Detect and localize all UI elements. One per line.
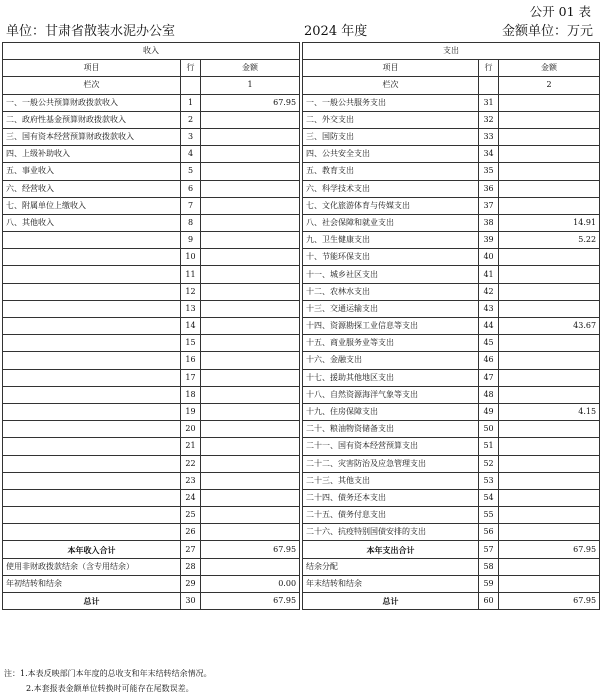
- income-line: 25: [181, 507, 201, 524]
- income-item: 三、国有资本经营预算财政拨款收入: [3, 128, 181, 145]
- income-amount: [201, 335, 300, 352]
- table-row: [3, 214, 600, 231]
- table-row: [3, 266, 600, 283]
- income-line: 13: [181, 300, 201, 317]
- expense-line: 37: [479, 197, 499, 214]
- expense-amount: [499, 163, 600, 180]
- income-item: [3, 335, 181, 352]
- income-line: 23: [181, 472, 201, 489]
- income-line: 28: [181, 558, 201, 575]
- expense-amount: [499, 266, 600, 283]
- expense-line: 41: [479, 266, 499, 283]
- expense-amount: [499, 128, 600, 145]
- expense-item: 九、卫生健康支出: [303, 232, 479, 249]
- expense-item: 一、一般公共服务支出: [303, 94, 479, 111]
- income-line: 15: [181, 335, 201, 352]
- table-row: [3, 318, 600, 335]
- expense-item: 十八、自然资源海洋气象等支出: [303, 386, 479, 403]
- income-col-index-blank: [181, 77, 201, 94]
- expense-amount: [499, 146, 600, 163]
- income-amount: [201, 438, 300, 455]
- income-amount: [201, 300, 300, 317]
- income-amount: [201, 266, 300, 283]
- income-amount: [201, 352, 300, 369]
- expense-amount: [499, 575, 600, 592]
- income-amount: [201, 369, 300, 386]
- expense-line: 44: [479, 318, 499, 335]
- table-row: [3, 163, 600, 180]
- expense-line: 52: [479, 455, 499, 472]
- expense-line: 54: [479, 489, 499, 506]
- expense-item: 七、文化旅游体育与传媒支出: [303, 197, 479, 214]
- expense-amount: [499, 352, 600, 369]
- expense-line: 56: [479, 524, 499, 541]
- income-amount: [201, 421, 300, 438]
- income-item: [3, 266, 181, 283]
- table-row: [3, 335, 600, 352]
- income-amount: [201, 489, 300, 506]
- income-amount: [201, 214, 300, 231]
- expense-amount-header: 金额: [499, 60, 600, 77]
- income-amount: [201, 197, 300, 214]
- income-line: 30: [181, 593, 201, 610]
- footnote-2: 2.本套报表金额单位转换时可能存在尾数误差。: [26, 684, 194, 693]
- income-line: 19: [181, 403, 201, 420]
- expense-line: 42: [479, 283, 499, 300]
- income-item: 本年收入合计: [3, 541, 181, 558]
- expense-item: 结余分配: [303, 558, 479, 575]
- expense-item: 十七、援助其他地区支出: [303, 369, 479, 386]
- expense-amount: 67.95: [499, 541, 600, 558]
- income-amount: [201, 455, 300, 472]
- expense-line: 57: [479, 541, 499, 558]
- expense-item: 二十一、国有资本经营预算支出: [303, 438, 479, 455]
- expense-item: 六、科学技术支出: [303, 180, 479, 197]
- expense-amount: [499, 335, 600, 352]
- income-item: [3, 352, 181, 369]
- income-item: [3, 300, 181, 317]
- income-amount-header: 金额: [201, 60, 300, 77]
- income-item-header: 项目: [3, 60, 181, 77]
- expense-line: 51: [479, 438, 499, 455]
- expense-line: 46: [479, 352, 499, 369]
- income-amount: 67.95: [201, 593, 300, 610]
- expense-item-header: 项目: [303, 60, 479, 77]
- income-line: 14: [181, 318, 201, 335]
- income-item: [3, 472, 181, 489]
- table-row: [3, 575, 600, 592]
- table-row: [3, 472, 600, 489]
- income-amount: [201, 146, 300, 163]
- income-amount: 67.95: [201, 94, 300, 111]
- expense-amount: 14.91: [499, 214, 600, 231]
- expense-row-header: 行: [479, 60, 499, 77]
- income-item: [3, 507, 181, 524]
- expense-amount: 43.67: [499, 318, 600, 335]
- income-amount: [201, 318, 300, 335]
- expense-amount: [499, 111, 600, 128]
- expense-line: 50: [479, 421, 499, 438]
- expense-amount: [499, 249, 600, 266]
- footnote-1: 注：1.本表反映部门本年度的总收支和年末结转结余情况。: [4, 669, 212, 678]
- income-line: 26: [181, 524, 201, 541]
- income-line: 22: [181, 455, 201, 472]
- income-amount: 0.00: [201, 575, 300, 592]
- income-amount: [201, 249, 300, 266]
- expense-item: 二十二、灾害防治及应急管理支出: [303, 455, 479, 472]
- income-line: 20: [181, 421, 201, 438]
- expense-line: 31: [479, 94, 499, 111]
- income-amount: [201, 507, 300, 524]
- income-line: 11: [181, 266, 201, 283]
- income-amount: [201, 403, 300, 420]
- expense-item: 三、国防支出: [303, 128, 479, 145]
- income-item: [3, 386, 181, 403]
- expense-item: 八、社会保障和就业支出: [303, 214, 479, 231]
- income-item: [3, 489, 181, 506]
- income-item: [3, 438, 181, 455]
- expense-line: 43: [479, 300, 499, 317]
- expense-col-index-blank: [479, 77, 499, 94]
- income-line: 9: [181, 232, 201, 249]
- expense-item: 年末结转和结余: [303, 575, 479, 592]
- reporting-unit: 单位：甘肃省散装水泥办公室: [6, 24, 176, 39]
- table-row: [3, 369, 600, 386]
- expense-amount: 4.15: [499, 403, 600, 420]
- expense-amount: [499, 421, 600, 438]
- income-section-header: 收入: [3, 43, 300, 60]
- income-line: 1: [181, 94, 201, 111]
- expense-col-index-label: 栏次: [303, 77, 479, 94]
- income-line: 10: [181, 249, 201, 266]
- table-row: [3, 300, 600, 317]
- expense-line: 32: [479, 111, 499, 128]
- income-line: 17: [181, 369, 201, 386]
- expense-amount: [499, 455, 600, 472]
- income-amount: [201, 558, 300, 575]
- income-line: 12: [181, 283, 201, 300]
- expense-amount: [499, 283, 600, 300]
- income-col-index-label: 栏次: [3, 77, 181, 94]
- table-row: [3, 197, 600, 214]
- expense-amount: [499, 472, 600, 489]
- table-row: [3, 111, 600, 128]
- income-expense-table: [2, 42, 600, 610]
- income-line: 27: [181, 541, 201, 558]
- income-item: [3, 455, 181, 472]
- income-line: 8: [181, 214, 201, 231]
- expense-amount: [499, 558, 600, 575]
- form-code: 公开 01 表: [529, 4, 591, 19]
- income-amount: [201, 283, 300, 300]
- table-row: [3, 524, 600, 541]
- income-line: 4: [181, 146, 201, 163]
- expense-item: 十、节能环保支出: [303, 249, 479, 266]
- expense-line: 40: [479, 249, 499, 266]
- expense-amount: [499, 94, 600, 111]
- income-item: 六、经营收入: [3, 180, 181, 197]
- expense-item: 二十四、债务还本支出: [303, 489, 479, 506]
- expense-item: 二十六、抗疫特别国债安排的支出: [303, 524, 479, 541]
- expense-amount: [499, 197, 600, 214]
- expense-item: 二十三、其他支出: [303, 472, 479, 489]
- income-item: 一、一般公共预算财政拨款收入: [3, 94, 181, 111]
- income-item: [3, 318, 181, 335]
- table-row: [3, 283, 600, 300]
- expense-amount: [499, 524, 600, 541]
- section-header-row: [3, 43, 600, 60]
- expense-item: 五、教育支出: [303, 163, 479, 180]
- income-item: 七、附属单位上缴收入: [3, 197, 181, 214]
- table-row: [3, 249, 600, 266]
- table-row: [3, 180, 600, 197]
- footnotes: [4, 666, 212, 696]
- amount-unit: 金额单位：万元: [501, 24, 593, 39]
- expense-section-header: 支出: [303, 43, 600, 60]
- income-amount: [201, 524, 300, 541]
- table-row: [3, 232, 600, 249]
- expense-line: 39: [479, 232, 499, 249]
- expense-amount: [499, 438, 600, 455]
- expense-line: 47: [479, 369, 499, 386]
- table-row: [3, 558, 600, 575]
- income-amount: [201, 472, 300, 489]
- table-row: [3, 128, 600, 145]
- income-item: [3, 232, 181, 249]
- expense-amount: [499, 369, 600, 386]
- income-item: [3, 249, 181, 266]
- expense-line: 49: [479, 403, 499, 420]
- expense-item: 十五、商业服务业等支出: [303, 335, 479, 352]
- expense-item: 四、公共安全支出: [303, 146, 479, 163]
- expense-amount: [499, 386, 600, 403]
- expense-item: 二十、粮油物资储备支出: [303, 421, 479, 438]
- expense-amount: 5.22: [499, 232, 600, 249]
- expense-item: 十一、城乡社区支出: [303, 266, 479, 283]
- income-item: 年初结转和结余: [3, 575, 181, 592]
- income-line: 6: [181, 180, 201, 197]
- table-row: [3, 541, 600, 558]
- expense-line: 36: [479, 180, 499, 197]
- income-row-header: 行: [181, 60, 201, 77]
- income-item: 使用非财政拨款结余（含专用结余）: [3, 558, 181, 575]
- expense-item: 十九、住房保障支出: [303, 403, 479, 420]
- column-index-row: [3, 77, 600, 94]
- income-amount: [201, 180, 300, 197]
- expense-item: 十二、农林水支出: [303, 283, 479, 300]
- income-item: 八、其他收入: [3, 214, 181, 231]
- income-line: 2: [181, 111, 201, 128]
- income-item: [3, 283, 181, 300]
- income-item: 五、事业收入: [3, 163, 181, 180]
- income-item: [3, 403, 181, 420]
- table-row: [3, 352, 600, 369]
- income-item: 二、政府性基金预算财政拨款收入: [3, 111, 181, 128]
- income-item: [3, 524, 181, 541]
- income-line: 21: [181, 438, 201, 455]
- table-row: [3, 507, 600, 524]
- income-line: 24: [181, 489, 201, 506]
- income-amount: [201, 163, 300, 180]
- table-row: [3, 386, 600, 403]
- income-item: [3, 369, 181, 386]
- income-line: 7: [181, 197, 201, 214]
- column-header-row: [3, 60, 600, 77]
- expense-item: 总计: [303, 593, 479, 610]
- income-item: 四、上级补助收入: [3, 146, 181, 163]
- expense-amount: 67.95: [499, 593, 600, 610]
- expense-item: 十四、资源勘探工业信息等支出: [303, 318, 479, 335]
- expense-amount: [499, 300, 600, 317]
- income-amount: 67.95: [201, 541, 300, 558]
- table-row: [3, 421, 600, 438]
- expense-line: 34: [479, 146, 499, 163]
- expense-line: 58: [479, 558, 499, 575]
- expense-line: 60: [479, 593, 499, 610]
- income-line: 16: [181, 352, 201, 369]
- income-line: 5: [181, 163, 201, 180]
- expense-col-number: 2: [499, 77, 600, 94]
- income-col-number: 1: [201, 77, 300, 94]
- expense-amount: [499, 507, 600, 524]
- income-item: 总计: [3, 593, 181, 610]
- income-line: 18: [181, 386, 201, 403]
- income-line: 3: [181, 128, 201, 145]
- table-row: [3, 489, 600, 506]
- expense-item: 本年支出合计: [303, 541, 479, 558]
- income-amount: [201, 232, 300, 249]
- income-item: [3, 421, 181, 438]
- expense-item: 十三、交通运输支出: [303, 300, 479, 317]
- income-amount: [201, 111, 300, 128]
- expense-line: 35: [479, 163, 499, 180]
- income-amount: [201, 386, 300, 403]
- expense-line: 53: [479, 472, 499, 489]
- expense-line: 48: [479, 386, 499, 403]
- table-row: [3, 455, 600, 472]
- income-line: 29: [181, 575, 201, 592]
- table-row: [3, 94, 600, 111]
- table-row: [3, 438, 600, 455]
- expense-line: 59: [479, 575, 499, 592]
- expense-line: 38: [479, 214, 499, 231]
- table-row: [3, 403, 600, 420]
- expense-amount: [499, 489, 600, 506]
- expense-line: 55: [479, 507, 499, 524]
- expense-item: 十六、金融支出: [303, 352, 479, 369]
- income-amount: [201, 128, 300, 145]
- report-header: [4, 20, 597, 38]
- expense-item: 二十五、债务付息支出: [303, 507, 479, 524]
- expense-line: 33: [479, 128, 499, 145]
- expense-amount: [499, 180, 600, 197]
- expense-line: 45: [479, 335, 499, 352]
- expense-item: 二、外交支出: [303, 111, 479, 128]
- table-row: [3, 146, 600, 163]
- report-year: 2024 年度: [304, 24, 368, 39]
- table-row: [3, 593, 600, 610]
